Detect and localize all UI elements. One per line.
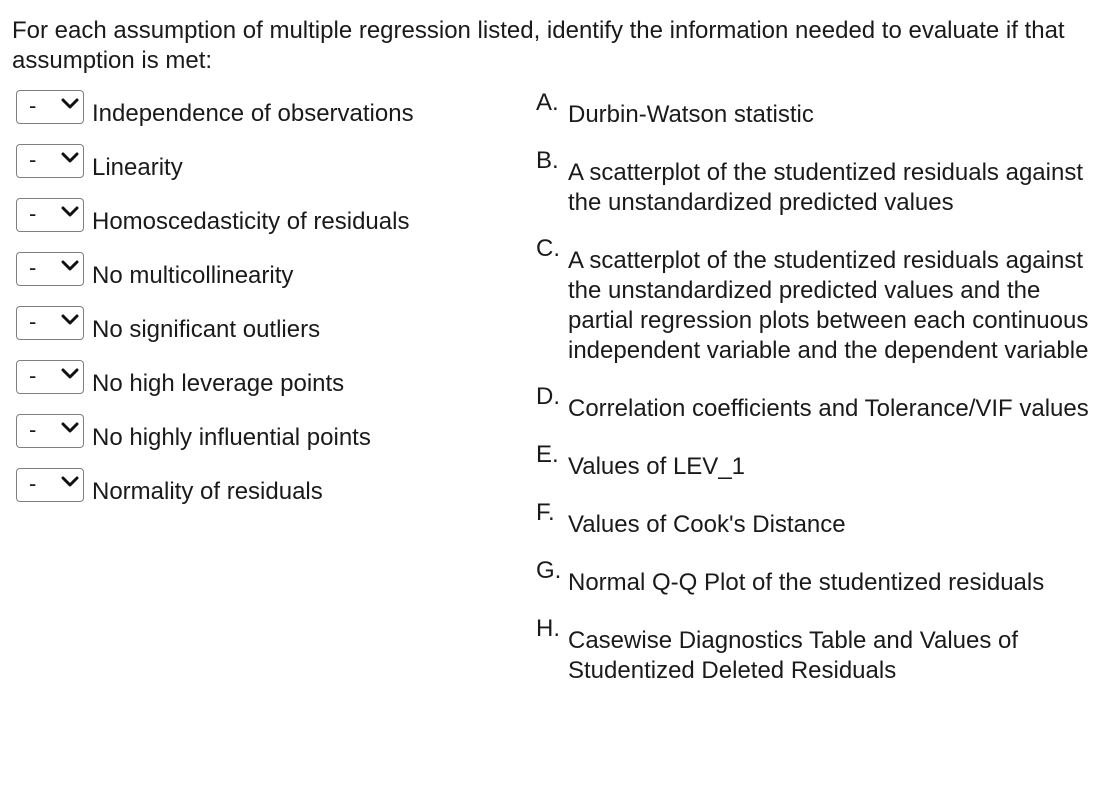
- chevron-down-icon: [61, 367, 79, 381]
- premise-label: No highly influential points: [92, 424, 371, 451]
- option-text: Correlation coefficients and Tolerance/VIF values: [568, 395, 1089, 422]
- premise-row: [16, 144, 496, 198]
- chevron-down-icon: [61, 205, 79, 219]
- answer-select-value: -: [29, 471, 37, 496]
- answer-select-value: -: [29, 363, 37, 388]
- option-letter: H.: [536, 615, 560, 642]
- answer-option-list: [536, 89, 1096, 706]
- answer-select-value: -: [29, 201, 37, 226]
- option-letter: D.: [536, 383, 560, 410]
- premise-label: Homoscedasticity of residuals: [92, 208, 410, 235]
- answer-option: [536, 441, 1096, 482]
- answer-option: [536, 89, 1096, 130]
- premise-row: [16, 306, 496, 360]
- answer-option: [536, 235, 1096, 366]
- premise-list: [16, 90, 496, 522]
- premise-row: [16, 252, 496, 306]
- chevron-down-icon: [61, 151, 79, 165]
- chevron-down-icon: [61, 97, 79, 111]
- answer-select-value: -: [29, 93, 37, 118]
- option-letter: A.: [536, 89, 559, 116]
- option-text: A scatterplot of the studentized residuals against the unstandardized predicted values and the partial regression plots between each continuous independent variable and the dependent variable: [568, 247, 1089, 364]
- premise-row: [16, 198, 496, 252]
- answer-option: [536, 147, 1096, 218]
- answer-select[interactable]: [16, 468, 84, 502]
- answer-select-value: -: [29, 309, 37, 334]
- question-prompt: For each assumption of multiple regression listed, identify the information needed to evaluate if that assumption is met:: [12, 17, 1065, 74]
- option-text: Durbin-Watson statistic: [568, 101, 814, 128]
- chevron-down-icon: [61, 259, 79, 273]
- option-letter: F.: [536, 499, 555, 526]
- premise-label: Linearity: [92, 154, 183, 181]
- premise-row: [16, 360, 496, 414]
- answer-select-value: -: [29, 147, 37, 172]
- chevron-down-icon: [61, 313, 79, 327]
- premise-row: [16, 468, 496, 522]
- option-text: Casewise Diagnostics Table and Values of Studentized Deleted Residuals: [568, 627, 1019, 684]
- chevron-down-icon: [61, 475, 79, 489]
- chevron-down-icon: [61, 421, 79, 435]
- answer-select-value: -: [29, 417, 37, 442]
- answer-option: [536, 499, 1096, 540]
- answer-option: [536, 615, 1096, 686]
- answer-option: [536, 557, 1096, 598]
- premise-label: No significant outliers: [92, 316, 321, 343]
- answer-select[interactable]: [16, 252, 84, 286]
- answer-select[interactable]: [16, 306, 84, 340]
- premise-label: No high leverage points: [92, 370, 345, 397]
- answer-select[interactable]: [16, 360, 84, 394]
- option-letter: E.: [536, 441, 559, 468]
- premise-label: No multicollinearity: [92, 262, 294, 289]
- answer-option: [536, 383, 1096, 424]
- premise-row: [16, 90, 496, 144]
- answer-select[interactable]: [16, 414, 84, 448]
- option-text: Values of LEV_1: [568, 453, 746, 480]
- premise-label: Independence of observations: [92, 100, 414, 127]
- answer-select-value: -: [29, 255, 37, 280]
- premise-label: Normality of residuals: [92, 478, 323, 505]
- option-text: A scatterplot of the studentized residuals against the unstandardized predicted values: [568, 159, 1083, 216]
- answer-select[interactable]: [16, 198, 84, 232]
- answer-select[interactable]: [16, 90, 84, 124]
- premise-row: [16, 414, 496, 468]
- option-text: Values of Cook's Distance: [568, 511, 846, 538]
- option-letter: C.: [536, 235, 560, 262]
- option-text: Normal Q-Q Plot of the studentized residuals: [568, 569, 1045, 596]
- answer-select[interactable]: [16, 144, 84, 178]
- option-letter: B.: [536, 147, 559, 174]
- option-letter: G.: [536, 557, 562, 584]
